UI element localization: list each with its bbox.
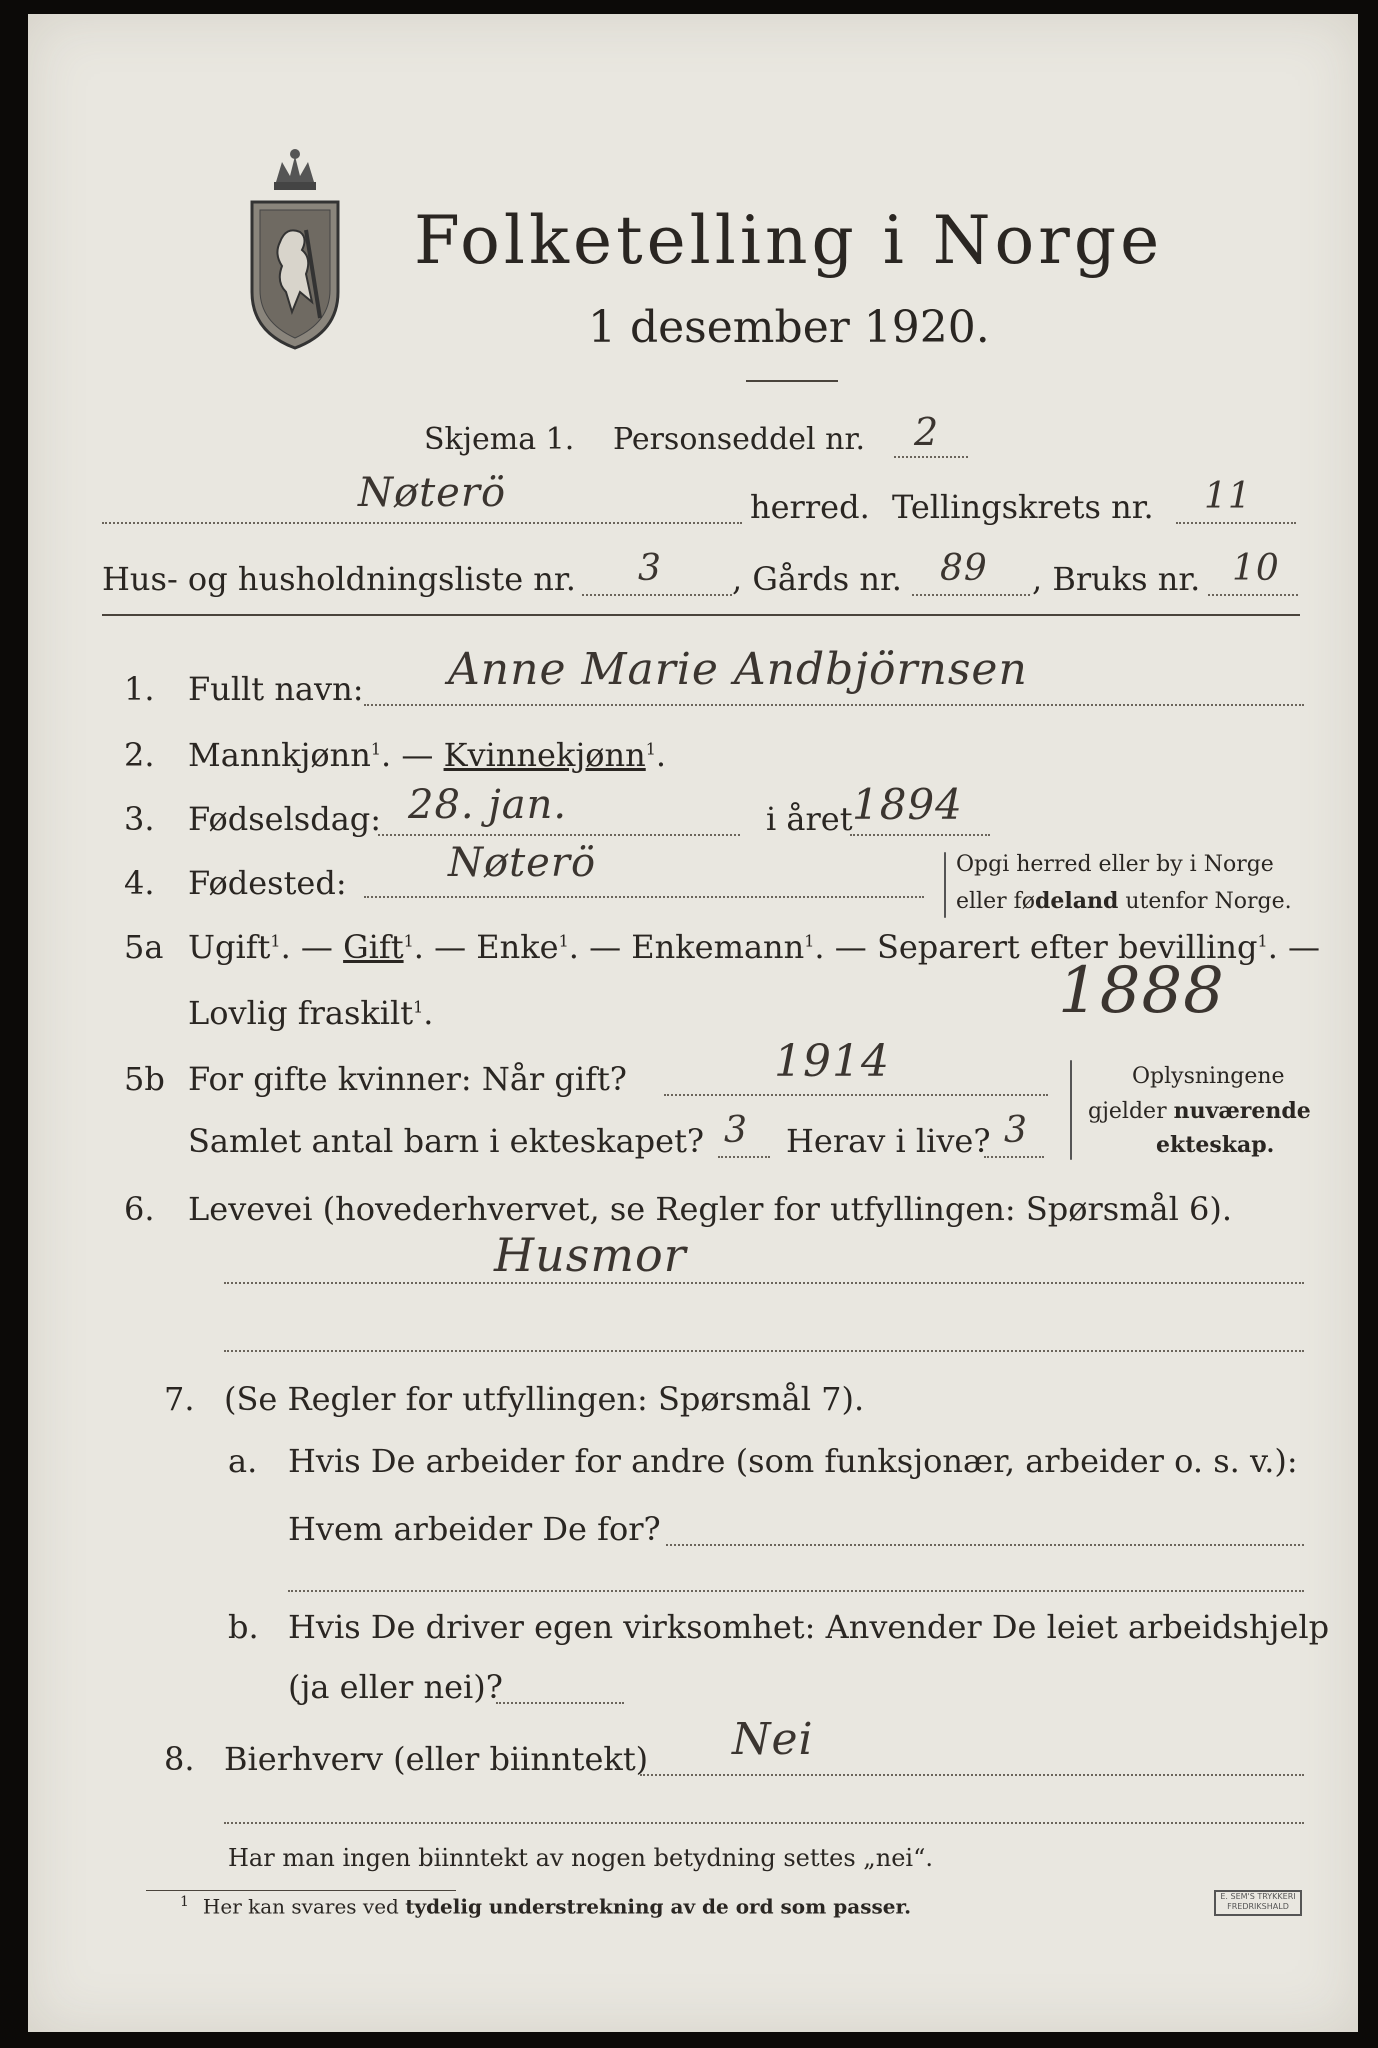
q5b-barn-value: 3 [724,1110,748,1151]
q5b-brace [1070,1060,1072,1160]
personseddel-label: Personseddel nr. [613,422,866,457]
footnote-marker: 1 [558,931,569,951]
husholdning-line [582,594,732,596]
q5b-line [664,1094,1048,1096]
q7b-line [496,1702,624,1704]
q7b-number: b. [228,1608,259,1646]
q3-aret-label: i året [766,800,853,838]
q5a-ugift: Ugift [188,928,271,966]
q7a-line-1 [666,1544,1304,1546]
herred-line [102,522,742,524]
q5a-sep: . — [568,928,622,966]
q7a-label: Hvis De arbeider for andre (som funksjonær, arbeider o. s. v.): [288,1442,1298,1480]
q7-number: 7. [164,1380,195,1418]
footnote-marker: 1 [403,931,414,951]
q7a-number: a. [228,1442,258,1480]
q4-note-2c: utenfor Norge. [1118,889,1292,914]
q4-number: 4. [124,864,155,902]
q6-value: Husmor [494,1228,687,1282]
q5a-sep: . — [814,928,867,966]
tellingskrets-label: Tellingskrets nr. [892,488,1154,526]
q2-kvinnekjonn-label: Kvinnekjønn [443,736,646,774]
q3-year-value: 1894 [852,780,963,829]
q5b-note-3 [1156,1132,1274,1158]
bruks-line [1208,594,1298,596]
q2-number: 2. [124,736,155,774]
footnote-marker: 1 [270,931,281,951]
footnote-number: 1 [180,1894,189,1910]
header-divider [102,614,1300,616]
tellingskrets-value: 11 [1204,476,1252,517]
q2-mannkjonn [188,736,666,774]
q4-note-2b: deland [1035,888,1119,914]
coat-of-arms-icon [246,142,344,352]
q4-line [364,896,924,898]
q2-dash: . — [381,736,434,774]
q5b-note-3b: ekteskap. [1156,1132,1275,1158]
footnote-marker: 1 [804,931,815,951]
q6-line-2 [224,1350,1304,1352]
herred-value: Nøterö [358,470,507,516]
q5b-label: For gifte kvinner: Når gift? [188,1060,627,1098]
q5b-note-2 [1088,1098,1311,1124]
herred-label: herred. [750,488,870,526]
q5a-number: 5a [124,928,164,966]
census-date: 1 desember 1920. [588,302,990,353]
q8-label: Bierhverv (eller biinntekt) [224,1740,649,1778]
husholdning-value: 3 [638,548,662,589]
q3-line [378,834,740,836]
printer-stamp: E. SEM'S TRYKKERI FREDRIKSHALD [1214,1890,1302,1916]
nei-note: Har man ingen biinntekt av nogen betydning settes „nei“. [228,1844,933,1872]
personseddel-line [894,456,968,458]
footnote-marker: 1 [413,997,424,1017]
q8-number: 8. [164,1740,195,1778]
q4-value: Nøterö [448,840,597,886]
q5a-fraskilt: Lovlig fraskilt$^1$. [188,994,434,1032]
q7b-label-2: (ja eller nei)? [288,1668,503,1706]
q5a-sep: . — [413,928,467,966]
q1-label: Fullt navn: [188,670,364,708]
footnote [180,1894,911,1919]
title-divider [746,380,838,382]
q4-note-1: Opgi herred eller by i Norge [956,852,1274,877]
q5b-live-line [984,1156,1044,1158]
footnote-text-b: tydelig understrekning av de ord som passer. [405,1894,912,1919]
q5a-enkemann: Enkemann [631,928,805,966]
footnote-rule [146,1890,456,1891]
footnote-marker: 1 [370,739,382,759]
husholdning-label: Hus- og husholdningsliste nr. [102,560,576,598]
q5b-barn-line [718,1156,770,1158]
q5a-sep: . — [280,928,333,966]
q2-mannkjonn-label: Mannkjønn [188,736,371,774]
q5b-note-2b: nuværende [1173,1098,1311,1124]
q8-line-1 [640,1774,1304,1776]
q5b-barn-label: Samlet antal barn i ekteskapet? [188,1122,705,1160]
gards-value: 89 [940,548,988,589]
q3-label: Fødselsdag: [188,800,382,838]
q7-label: (Se Regler for utfyllingen: Spørsmål 7). [224,1380,865,1418]
footnote-text-a: Her kan svares ved [202,1894,406,1919]
q5b-note-2a: gjelder [1088,1099,1174,1124]
footnote-marker: 1 [1257,931,1268,951]
personseddel-value: 2 [914,410,940,454]
gards-label: , Gårds nr. [732,560,902,598]
tellingskrets-line [1176,522,1296,524]
q4-note-2 [956,888,1292,914]
q3-value: 28. jan. [408,782,568,828]
q3-number: 3. [124,800,155,838]
q1-number: 1. [124,670,155,708]
q6-line-1 [224,1282,1304,1284]
q5b-number: 5b [124,1060,165,1098]
q7b-label: Hvis De driver egen virksomhet: Anvender De leiet arbeidshjelp [288,1608,1330,1646]
q5a-sep: . — [1267,928,1321,966]
q7a-line-2 [288,1590,1304,1592]
q5b-value: 1914 [774,1036,890,1087]
q5a-separert: Separert efter bevilling [876,928,1258,966]
q1-line [364,704,1304,706]
q7a-label-2: Hvem arbeider De for? [288,1510,661,1548]
q4-note-2a: eller fø [956,889,1036,914]
skjema-label: Skjema 1. [424,422,575,457]
q4-label: Fødested: [188,864,347,902]
q5b-note-1: Oplysningene [1132,1064,1285,1089]
census-form-page [28,14,1358,2032]
bruks-label: , Bruks nr. [1032,560,1201,598]
bruks-value: 10 [1232,548,1280,589]
q5b-live-value: 3 [1004,1110,1028,1151]
q8-line-2 [224,1822,1304,1824]
q3-year-line [850,834,990,836]
q1-value: Anne Marie Andbjörnsen [448,644,1028,695]
q4-brace [944,852,946,918]
q5a-fraskilt-label: Lovlig fraskilt [188,994,414,1032]
q8-value: Nei [732,1714,814,1765]
q6-number: 6. [124,1190,155,1228]
gards-line [912,594,1030,596]
q2-end: . [655,736,667,774]
q6-label: Levevei (hovederhvervet, se Regler for utfyllingen: Spørsmål 6). [188,1190,1233,1228]
page-title: Folketelling i Norge [414,202,1164,279]
q5a-enke: Enke [476,928,559,966]
q5b-live-label: Herav i live? [786,1122,991,1160]
q5a-margin-note: 1888 [1058,954,1225,1028]
q5a-gift: Gift [343,928,404,966]
footnote-marker: 1 [645,739,656,759]
